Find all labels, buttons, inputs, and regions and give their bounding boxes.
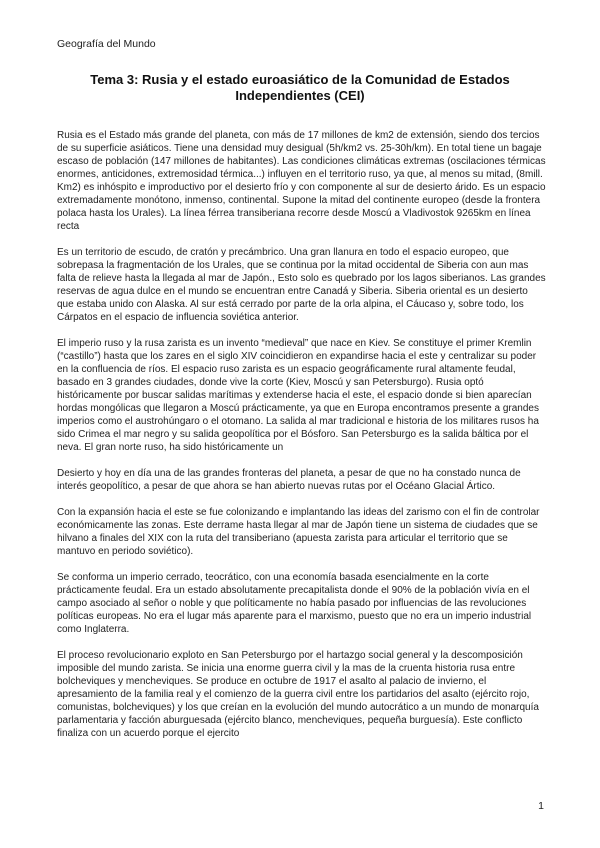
paragraph-7: El proceso revolucionario exploto en San Petersburgo por el hartazgo social general y la descomposición imposible del mundo zarista. Se inicia una enorme guerra civil y la mas de la cruenta historia rusa entre bolcheviques y mencheviques. Se produce en octubre de 1917 el asalto al palacio de invierno, el apresamiento de la familia real y el comienzo de la guerra civil entre los partidarios del asalto (ejército rojo, comunistas, bolcheviques) y los que creían en la evolución del mundo autocrático a un mundo de monarquía parlamentaria y facción aburguesada (ejército blanco, mencheviques, pequeña burguesía). Este conflicto finaliza con un acuerdo porque el ejercito xyxy=(57,650,539,739)
paragraph-5: Con la expansión hacia el este se fue colonizando e implantando las ideas del zarismo con el fin de controlar económicamente las zonas. Este derrame hasta llegar al mar de Japón tiene un sistema de ciudades que se hilvano a finales del XIX con la ruta del transiberiano (apuesta zarista para articular el territorio que se mantuvo en periodo soviético). xyxy=(57,507,540,557)
paragraph-3: El imperio ruso y la rusa zarista es un invento “medieval” que nace en Kiev. Se constituye el primer Kremlin (“castillo”) hasta que los zares en el siglo XIV coincidieron en expandirse hacia el este y centralizar su poder en la confluencia de ríos. El espacio ruso zarista es un espacio geográficamente rural altamente feudal, basado en 3 grandes ciudades, donde vive la corte (Kiev, Moscú y san Petersburgo). Rusia optó históricamente por buscar salidas marítimas y extenderse hacia el este, el espacio donde si bien aparecían hordas mongólicas que llegaron a Moscú prácticamente, ya que en Europa encontramos presente a grandes imperios como el austrohúngaro o el otomano. La salida al mar tradicional e historia de los militares rusos ha sido Crimea el mar negro y su salida geopolítica por el Bósforo. San Petersburgo es la salida báltica por el neva. El gran norte ruso, ha sido históricamente un xyxy=(57,338,539,453)
paragraph-2: Es un territorio de escudo, de cratón y precámbrico. Una gran llanura en todo el espacio europeo, que sobrepasa la fragmentación de los Urales, que se continua por la mitad occidental de Siberia con aun mas falta de relieve hasta la llegada al mar de Japón., Esto solo es quebrado por los lagos siberianos. Las grandes reservas de agua dulce en el mundo se encuentran entre Canadá y Siberia. Siberia oriental es un desierto que estaba unido con Alaska. Al sur está cerrado por parte de la orla alpina, el Cáucaso y, sobre todo, los Cárpatos en el espacio de influencia soviética anterior. xyxy=(57,247,546,323)
page-number: 1 xyxy=(538,800,544,812)
document-body xyxy=(57,129,547,753)
paragraph-4: Desierto y hoy en día una de las grandes fronteras del planeta, a pesar de que no ha constado nunca de interés geopolítico, a pesar de que ahora se han abierto nuevas rutas por el Océano Glacial Ártico. xyxy=(57,468,521,492)
running-header: Geografía del Mundo xyxy=(57,38,156,50)
paragraph-6: Se conforma un imperio cerrado, teocrático, con una economía basada esencialmente en la corte prácticamente feudal. Era un estado absolutamente precapitalista donde el 90% de la población vivía en el campo asociado al señor o noble y que políticamente no había pasado por influencias de las revoluciones políticas europeas. No era el lugar más aparente para el marxismo, puesto que no era un imperio industrial como Inglaterra. xyxy=(57,572,532,635)
document-title: Tema 3: Rusia y el estado euroasiático de la Comunidad de Estados Independientes (CEI) xyxy=(90,72,510,103)
paragraph-1: Rusia es el Estado más grande del planeta, con más de 17 millones de km2 de extensión, siendo dos tercios de su superficie asiáticos. Tiene una densidad muy desigual (5h/km2 vs. 25-30h/km). En total tiene un bagaje escaso de población (147 millones de habitantes). Las condiciones climáticas extremas (oscilaciones térmicas enormes, anticidones, extremosidad térmica...) influyen en el territorio ruso, ya que, al menos su mitad, (8mill. Km2) es inhóspito e improductivo por el desierto frío y con componente al sur de desierto árido. Es un espacio extremadamente monótono, inmenso, continental. Supone la mitad del continente europeo (desde la frontera polaca hasta los Urales). La línea férrea transiberiana recorre desde Moscú a Vladivostok 9265km en línea recta xyxy=(57,130,546,232)
